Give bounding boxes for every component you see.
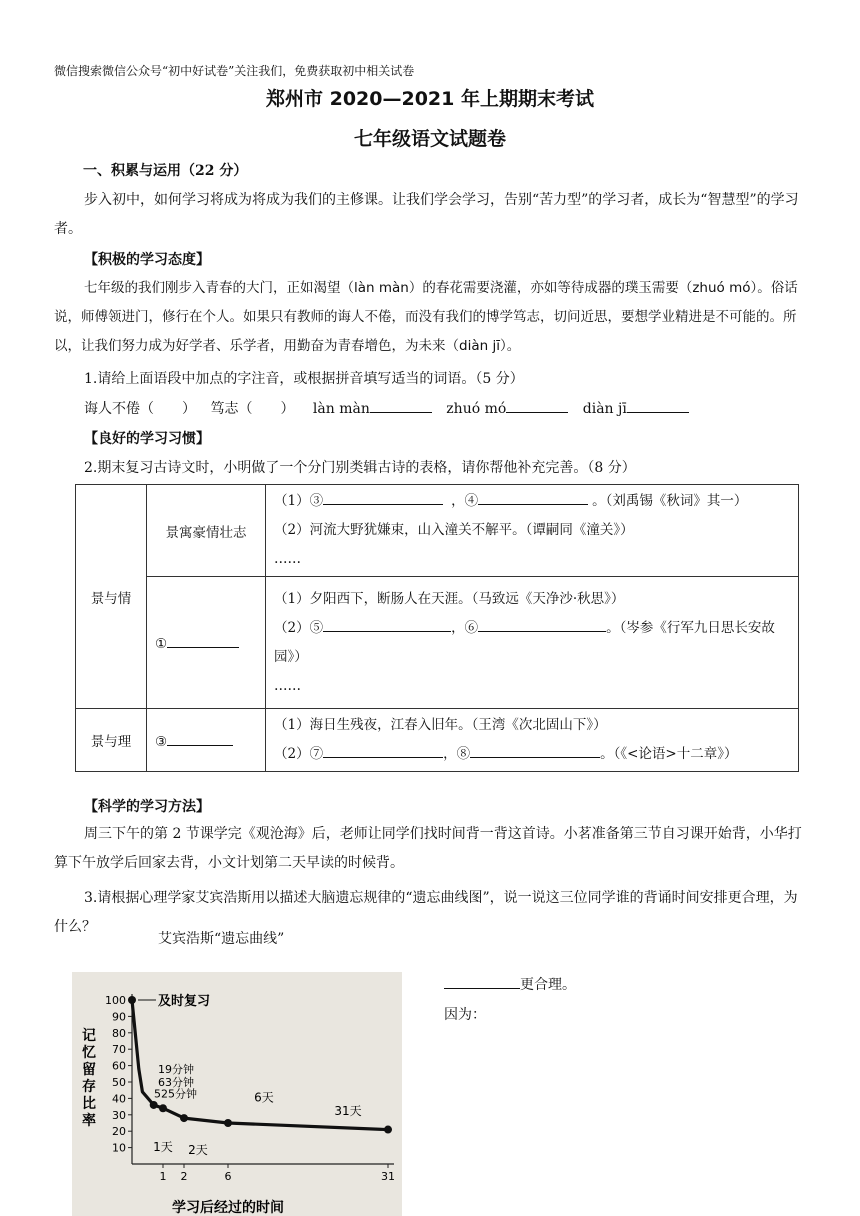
blank-6[interactable] bbox=[478, 617, 606, 632]
poem-cell-1: （1）③ ，④ 。（刘禹锡《秋词》其一） （2）河流大野犹嫌束，山入潼关不解平。（谭嗣同《潼关》） …… bbox=[266, 485, 799, 577]
x-tick-label: 6 bbox=[224, 1170, 232, 1183]
annotation-2days: 2天 bbox=[188, 1143, 208, 1158]
y-axis-label-char: 留 bbox=[82, 1062, 96, 1078]
y-tick-label: 70 bbox=[112, 1043, 126, 1057]
curve-point bbox=[180, 1114, 188, 1122]
figure-caption: 艾宾浩斯“遗忘曲线” bbox=[158, 931, 285, 947]
blank-zhuomo[interactable] bbox=[506, 398, 568, 413]
y-tick-label: 90 bbox=[112, 1010, 126, 1024]
y-axis-label-char: 存 bbox=[82, 1079, 96, 1095]
forgetting-curve-chart bbox=[72, 972, 402, 1216]
part1-heading: 【积极的学习态度】 bbox=[84, 252, 210, 268]
curve-point bbox=[128, 996, 136, 1004]
y-tick-label: 20 bbox=[112, 1125, 126, 1139]
poem-cell-2: （1）夕阳西下，断肠人在天涯。（马致远《天净沙·秋思》） （2）⑤ ，⑥ 。（岑参《行军九日思长安故 园》） …… bbox=[266, 577, 799, 709]
exam-title: 郑州市 2020—2021 年上期期末考试 bbox=[266, 88, 594, 110]
x-tick-label: 2 bbox=[180, 1170, 188, 1183]
group-scene-reason: 景与理 bbox=[76, 709, 147, 772]
question-2: 2.期末复习古诗文时，小明做了一个分门别类辑古诗的表格，请你帮他补充完善。（8 分） bbox=[84, 460, 636, 476]
annotation-review: 及时复习 bbox=[158, 994, 211, 1009]
blank-8[interactable] bbox=[470, 743, 600, 758]
forgetting-curve-photo bbox=[72, 972, 402, 1216]
poem-table bbox=[75, 484, 799, 772]
poem-cell-3: （1）海日生残夜，江春入旧年。（王湾《次北固山下》） （2）⑦ ，⑧ 。（《<论语>十二章》） bbox=[266, 709, 799, 772]
blank-7[interactable] bbox=[323, 743, 443, 758]
q1-pinyin-lanman: làn màn bbox=[312, 401, 370, 417]
part3-heading: 【科学的学习方法】 bbox=[84, 799, 210, 815]
blank-3-category[interactable] bbox=[167, 731, 233, 746]
blank-lanman[interactable] bbox=[370, 398, 432, 413]
answer-line-1: 更合理。 bbox=[444, 974, 576, 994]
blank-dianji[interactable] bbox=[627, 398, 689, 413]
q1-item-close1: ） bbox=[182, 401, 196, 417]
part3-passage: 周三下午的第 2 节课学完《观沧海》后，老师让同学们找时间背一背这首诗。小茗准备第三节自习课开始背，小华打算下午放学后回家去背，小文计划第二天早读的时候背。 bbox=[54, 826, 802, 871]
section-heading: 一、积累与运用（22 分） bbox=[83, 163, 248, 179]
y-tick-label: 30 bbox=[112, 1108, 126, 1122]
intro-paragraph: 步入初中，如何学习将成为将成为我们的主修课。让我们学会学习，告别“苦力型”的学习者，成长为“智慧型”的学习者。 bbox=[54, 192, 799, 237]
part2-heading: 【良好的学习习惯】 bbox=[84, 431, 210, 447]
annotation-6days: 6天 bbox=[254, 1090, 274, 1105]
q1-item-word1: 诲人不倦（ bbox=[84, 401, 154, 417]
group-scene-emotion: 景与情 bbox=[76, 485, 147, 709]
y-tick-label: 80 bbox=[112, 1026, 126, 1040]
q1-items-row bbox=[84, 398, 689, 418]
blank-4[interactable] bbox=[478, 490, 588, 505]
x-tick-label: 1 bbox=[159, 1170, 167, 1183]
y-tick-label: 10 bbox=[112, 1141, 126, 1155]
q1-pinyin-zhuomo: zhuó mó bbox=[446, 401, 507, 417]
curve-point bbox=[159, 1104, 167, 1112]
question-1: 1.请给上面语段中加点的字注音，或根据拼音填写适当的词语。（5 分） bbox=[84, 371, 524, 387]
blank-5[interactable] bbox=[323, 617, 451, 632]
curve-point bbox=[224, 1119, 232, 1127]
y-tick-label: 100 bbox=[105, 994, 126, 1007]
blank-1[interactable] bbox=[167, 633, 239, 648]
answer-blank[interactable] bbox=[444, 974, 520, 989]
x-tick-label: 31 bbox=[381, 1170, 395, 1183]
blank-3[interactable] bbox=[323, 490, 443, 505]
question-3: 3.请根据心理学家艾宾浩斯用以描述大脑遗忘规律的“遗忘曲线图”，说一说这三位同学谁的背诵时间安排更合理，为什么？ bbox=[54, 890, 798, 935]
exam-subtitle: 七年级语文试题卷 bbox=[353, 128, 506, 150]
answer-because: 因为： bbox=[444, 1007, 486, 1023]
category-ambition: 景寓豪情壮志 bbox=[147, 485, 266, 577]
y-axis-label-char: 记 bbox=[82, 1028, 96, 1044]
annotation-63min: 63分钟 bbox=[158, 1076, 194, 1089]
y-axis-label-char: 率 bbox=[82, 1113, 96, 1129]
annotation-1day: 1天 bbox=[153, 1139, 173, 1154]
category-blank-1: ① bbox=[147, 577, 266, 709]
y-tick-label: 50 bbox=[112, 1076, 126, 1089]
annotation-31days: 31天 bbox=[334, 1103, 362, 1118]
curve-point bbox=[150, 1101, 158, 1109]
q1-pinyin-dianji: diàn jī bbox=[582, 401, 627, 417]
y-tick-label: 40 bbox=[112, 1092, 126, 1106]
y-axis-label-char: 忆 bbox=[82, 1045, 96, 1061]
annotation-525min: 525分钟 bbox=[154, 1087, 197, 1101]
category-blank-3: ③ bbox=[147, 709, 266, 772]
part1-passage: 七年级的我们刚步入青春的大门，正如渴望（làn màn）的春花需要浇灌，亦如等待成器的璞玉需要（zhuó mó）。俗话说，师傅领进门，修行在个人。如果只有教师的诲人不倦，而没有我们的博学笃志，切问近思，要想学业精进是不可能的。所以，让我们努力成为好学者、乐学者，用勤奋为青春增色，为未来（diàn jī）。 bbox=[54, 280, 798, 354]
curve-point bbox=[384, 1126, 392, 1134]
y-tick-label: 60 bbox=[112, 1059, 126, 1073]
x-axis-label: 学习后经过的时间 bbox=[172, 1200, 284, 1216]
q1-item-close2: ） bbox=[280, 401, 295, 417]
y-axis-label-char: 比 bbox=[82, 1096, 96, 1112]
q1-item-word2: 笃志（ bbox=[210, 401, 253, 417]
wechat-notice: 微信搜索微信公众号“初中好试卷”关注我们，免费获取初中相关试卷 bbox=[54, 64, 415, 78]
annotation-19min: 19分钟 bbox=[158, 1062, 194, 1076]
